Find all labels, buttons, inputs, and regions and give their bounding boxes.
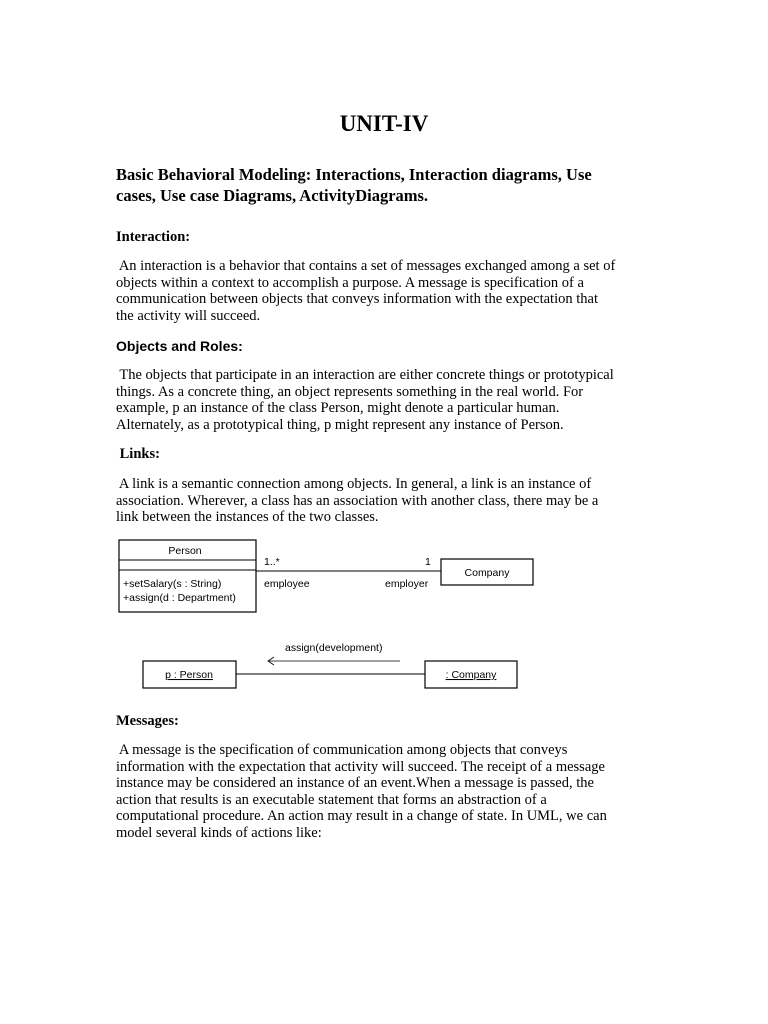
paragraph-line: link between the instances of the two classes.: [116, 509, 379, 526]
company-multiplicity: 1: [425, 556, 431, 568]
paragraph-line: An interaction is a behavior that contains a set of messages exchanged among a set of: [116, 258, 616, 274]
messages-paragraph: [116, 742, 661, 842]
paragraph-line: Alternately, as a prototypical thing, p might represent any instance of Person.: [116, 416, 564, 433]
paragraph-line: the activity will succeed.: [116, 307, 261, 324]
paragraph-line: A message is the specification of communication among objects that conveys: [116, 742, 568, 758]
paragraph-line: A link is a semantic connection among objects. In general, a link is an instance of: [116, 476, 592, 492]
paragraph-line: model several kinds of actions like:: [116, 824, 322, 841]
page-title: UNIT-IV: [339, 111, 429, 136]
person-role: employee: [264, 578, 310, 590]
objects-roles-heading: Objects and Roles:: [116, 338, 243, 354]
paragraph-line: example, p an instance of the class Person, might denote a particular human.: [116, 400, 560, 417]
subtitle-line: Basic Behavioral Modeling: Interactions, Interaction diagrams, Use: [116, 165, 592, 184]
paragraph-line: things. As a concrete thing, an object represents something in the real world. For: [116, 383, 584, 400]
person-operation: +setSalary(s : String): [123, 578, 222, 590]
paragraph-line: computational procedure. An action may result in a change of state. In UML, we can: [116, 808, 607, 825]
company-class-name: Company: [464, 567, 510, 579]
paragraph-line: The objects that participate in an interaction are either concrete things or prototypical: [116, 367, 614, 383]
company-object-name: : Company: [445, 669, 497, 681]
person-class-name: Person: [168, 545, 202, 557]
company-role: employer: [385, 578, 429, 590]
paragraph-line: association. Wherever, a class has an association with another class, there may be a: [116, 492, 599, 509]
paragraph-line: information with the expectation that activity will succeed. The receipt of a message: [116, 758, 605, 775]
paragraph-line: objects within a context to accomplish a purpose. A message is specification of a: [116, 274, 584, 291]
links-heading: Links:: [116, 446, 160, 462]
message-label: assign(development): [285, 642, 383, 654]
messages-heading: Messages:: [116, 713, 179, 729]
interaction-heading: Interaction:: [116, 229, 191, 245]
paragraph-line: action that results is an executable statement that forms an abstraction of a: [116, 791, 547, 808]
paragraph-line: communication between objects that conveys information with the expectation that: [116, 291, 598, 308]
person-operation: +assign(d : Department): [123, 592, 236, 604]
paragraph-line: instance may be considered an instance of an event.When a message is passed, the: [116, 775, 594, 792]
subtitle-line: cases, Use case Diagrams, ActivityDiagrams.: [116, 186, 429, 205]
person-multiplicity: 1..*: [264, 556, 280, 568]
person-object-name: p : Person: [165, 669, 213, 681]
